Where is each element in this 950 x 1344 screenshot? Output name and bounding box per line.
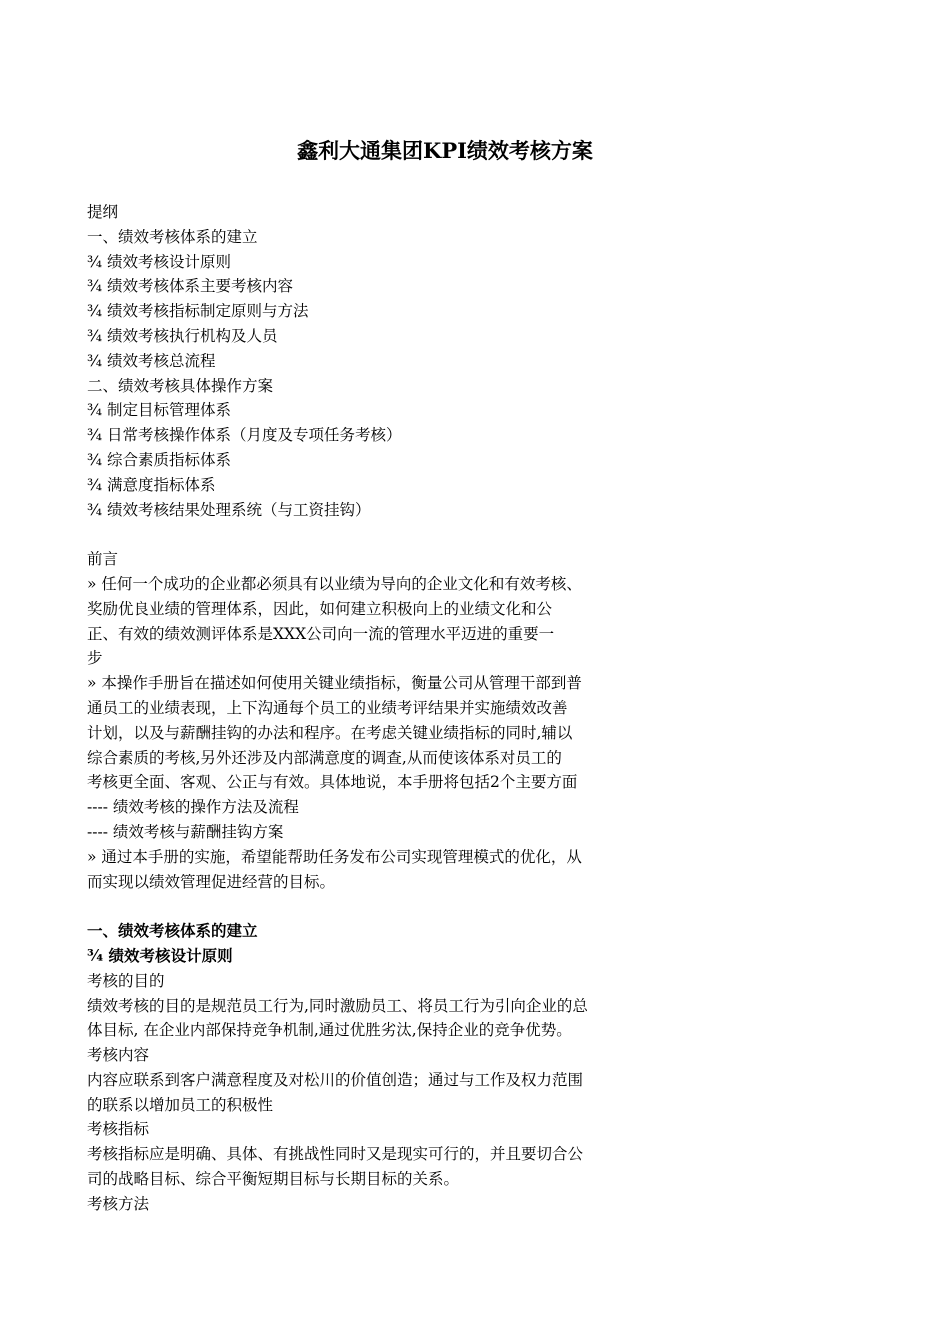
outline-item: ¾ 制定目标管理体系 — [87, 401, 231, 420]
preface-line: » 本操作手册旨在描述如何使用关键业绩指标，衡量公司从管理干部到普 — [87, 674, 582, 693]
preface-line: 通员工的业绩表现，上下沟通每个员工的业绩考评结果并实施绩效改善 — [87, 698, 568, 717]
preface-line: 步 — [87, 649, 103, 668]
preface-line: 而实现以绩效管理促进经营的目标。 — [87, 872, 336, 891]
outline-item: ¾ 绩效考核结果处理系统（与工资挂钩） — [87, 500, 371, 519]
outline-item: ¾ 绩效考核体系主要考核内容 — [87, 277, 293, 296]
preface-line: ---- 绩效考核的操作方法及流程 — [87, 798, 299, 817]
paragraph-gap — [87, 522, 632, 547]
outline-item: ¾ 日常考核操作体系（月度及专项任务考核） — [87, 426, 402, 445]
document-title: 鑫利大通集团KPI绩效考核方案 — [297, 138, 593, 163]
paragraph-gap — [87, 894, 632, 919]
body-line: 考核方法 — [87, 1194, 150, 1213]
preface-line: ---- 绩效考核与薪酬挂钩方案 — [87, 822, 284, 841]
outline-item: ¾ 绩效考核总流程 — [87, 351, 216, 370]
preface-heading: 前言 — [87, 550, 119, 569]
body-line: 考核指标 — [87, 1120, 150, 1139]
outline-item: 二、绩效考核具体操作方案 — [87, 376, 274, 395]
preface-line: 奖励优良业绩的管理体系，因此，如何建立积极向上的业绩文化和公 — [87, 599, 553, 618]
preface-line: » 任何一个成功的企业都必须具有以业绩为导向的企业文化和有效考核、 — [87, 574, 582, 593]
outline-item: ¾ 综合素质指标体系 — [87, 450, 231, 469]
outline-item: ¾ 绩效考核指标制定原则与方法 — [87, 302, 309, 321]
preface-line: » 通过本手册的实施，希望能帮助任务发布公司实现管理模式的优化，从 — [87, 847, 582, 866]
body-line: 考核指标应是明确、具体、有挑战性同时又是现实可行的，并且要切合公 — [87, 1145, 584, 1164]
body-line: 内容应联系到客户满意程度及对松川的价值创造；通过与工作及权力范围 — [87, 1070, 584, 1089]
body-line: 司的战略目标、综合平衡短期目标与长期目标的关系。 — [87, 1170, 460, 1189]
outline-item: ¾ 绩效考核设计原则 — [87, 252, 231, 271]
preface-line: 正、有效的绩效测评体系是XXX公司向一流的管理水平迈进的重要一 — [87, 624, 555, 643]
preface-line: 计划，以及与薪酬挂钩的办法和程序。在考虑关键业绩指标的同时,辅以 — [87, 723, 573, 742]
body-line: 绩效考核的目的是规范员工行为,同时激励员工、将员工行为引向企业的总 — [87, 996, 588, 1015]
body-line: 的联系以增加员工的积极性 — [87, 1095, 274, 1114]
body-line: 体目标, 在企业内部保持竞争机制,通过优胜劣汰,保持企业的竞争优势。 — [87, 1021, 572, 1040]
subsection-heading: ¾ 绩效考核设计原则 — [87, 945, 233, 965]
document-body — [87, 200, 632, 1217]
outline-item: 一、绩效考核体系的建立 — [87, 227, 258, 246]
outline-item: ¾ 满意度指标体系 — [87, 475, 216, 494]
body-line: 考核内容 — [87, 1046, 150, 1065]
outline-heading: 提纲 — [87, 203, 119, 221]
outline-item: ¾ 绩效考核执行机构及人员 — [87, 326, 278, 345]
preface-line: 综合素质的考核,另外还涉及内部满意度的调查,从而使该体系对员工的 — [87, 748, 562, 767]
preface-line: 考核更全面、客观、公正与有效。具体地说，本手册将包括2个主要方面 — [87, 773, 578, 792]
body-line: 考核的目的 — [87, 971, 165, 990]
section-heading: 一、绩效考核体系的建立 — [87, 921, 258, 941]
